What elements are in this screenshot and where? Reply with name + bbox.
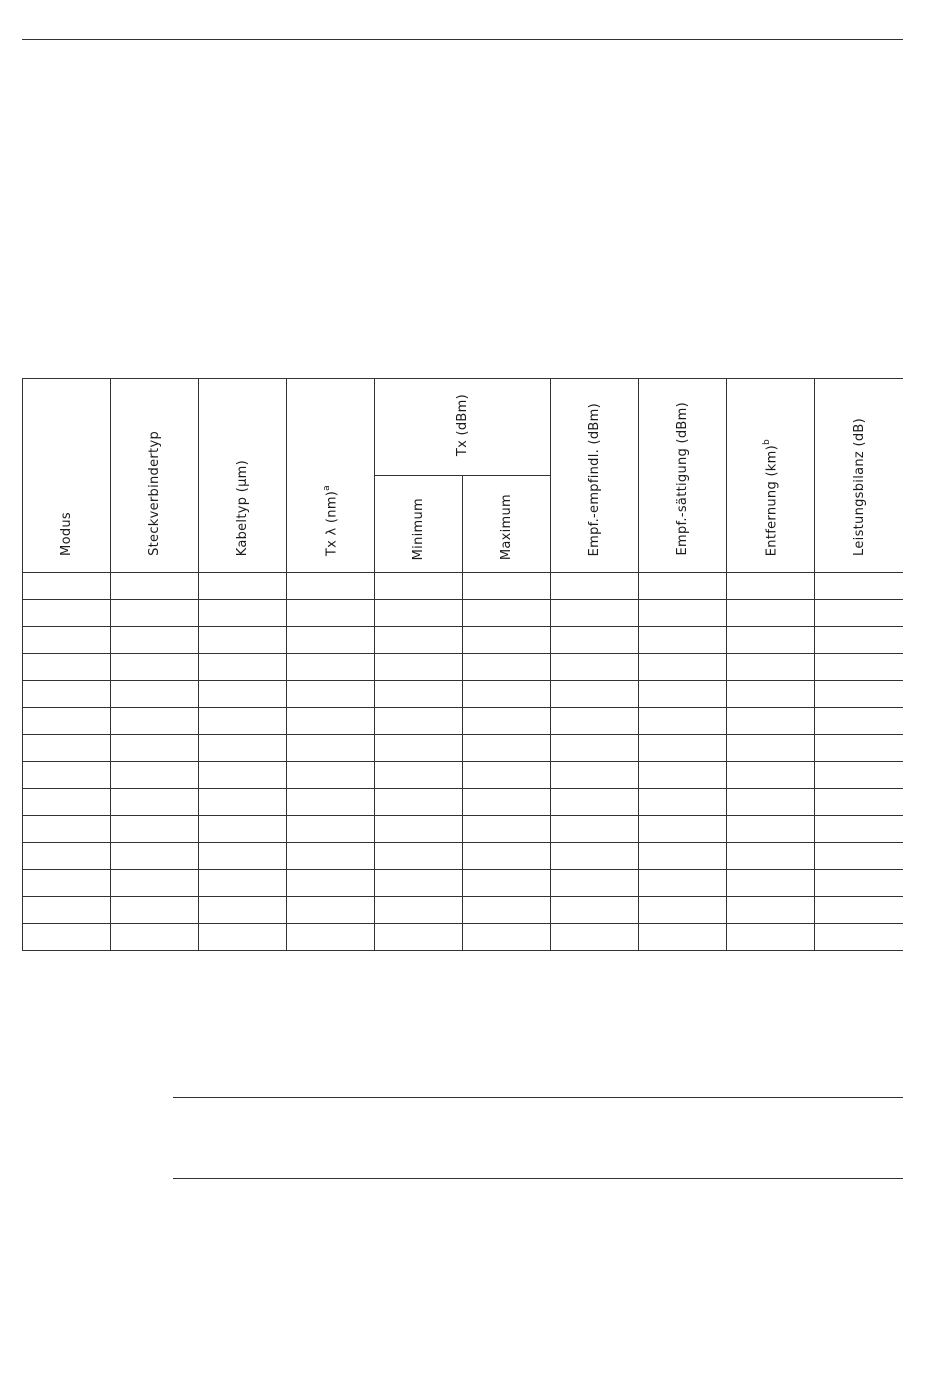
table-cell: [551, 843, 639, 870]
table-cell: [815, 573, 903, 600]
table-cell: [727, 897, 815, 924]
table-cell: [463, 762, 551, 789]
table-cell: [375, 816, 463, 843]
table-cell: [727, 924, 815, 951]
table-cell: [815, 924, 903, 951]
table-cell: [23, 627, 111, 654]
table-cell: [23, 843, 111, 870]
table-cell: [639, 789, 727, 816]
table-row: [23, 573, 904, 600]
table-cell: [23, 708, 111, 735]
table-cell: [463, 627, 551, 654]
table-cell: [287, 843, 375, 870]
header-tx-maximum: [463, 476, 551, 573]
table-cell: [23, 924, 111, 951]
table-cell: [23, 600, 111, 627]
table-cell: [375, 789, 463, 816]
table-cell: [727, 870, 815, 897]
header-tx-lambda-label: [323, 485, 338, 556]
table-cell: [639, 870, 727, 897]
table-cell: [815, 681, 903, 708]
table-cell: [551, 762, 639, 789]
table-cell: [199, 843, 287, 870]
table-cell: [111, 843, 199, 870]
table-cell: [111, 654, 199, 681]
header-tx-minimum-label: Minimum: [411, 497, 427, 560]
table-cell: [463, 681, 551, 708]
table-cell: [23, 654, 111, 681]
header-empf-empfindl: [551, 379, 639, 573]
table-cell: [639, 843, 727, 870]
table-cell: [727, 681, 815, 708]
table-cell: [111, 870, 199, 897]
table-cell: [111, 924, 199, 951]
table-cell: [375, 654, 463, 681]
transceiver-spec-table: [22, 378, 903, 951]
table-cell: [727, 735, 815, 762]
table-cell: [287, 654, 375, 681]
table-cell: [815, 897, 903, 924]
table-cell: [463, 789, 551, 816]
header-leistungsbilanz: [815, 379, 903, 573]
table-cell: [287, 924, 375, 951]
table-cell: [551, 627, 639, 654]
table-cell: [463, 573, 551, 600]
header-leistungsbilanz-label: Leistungsbilanz (dB): [851, 418, 867, 556]
entfernung-footnote-marker: b: [762, 438, 773, 445]
table-cell: [815, 789, 903, 816]
table-cell: [551, 654, 639, 681]
header-empf-empfindl-label: Empf.-empfindl. (dBm): [587, 402, 603, 556]
table-cell: [463, 708, 551, 735]
table-cell: [639, 708, 727, 735]
table-row: [23, 708, 904, 735]
table-cell: [199, 762, 287, 789]
table-cell: [111, 708, 199, 735]
table-cell: [199, 789, 287, 816]
table-cell: [639, 897, 727, 924]
table-cell: [23, 735, 111, 762]
top-rule: [22, 39, 903, 40]
table-cell: [375, 762, 463, 789]
table-cell: [375, 600, 463, 627]
table-cell: [727, 762, 815, 789]
table-cell: [199, 573, 287, 600]
table-cell: [727, 816, 815, 843]
table-cell: [463, 735, 551, 762]
table-cell: [551, 816, 639, 843]
table-cell: [551, 789, 639, 816]
table-cell: [463, 870, 551, 897]
table-cell: [199, 924, 287, 951]
table-cell: [199, 681, 287, 708]
table-cell: [727, 789, 815, 816]
table-cell: [551, 870, 639, 897]
table-cell: [111, 681, 199, 708]
table-row: [23, 789, 904, 816]
table-cell: [639, 762, 727, 789]
table-cell: [111, 573, 199, 600]
table-cell: [551, 897, 639, 924]
table-row: [23, 870, 904, 897]
table-cell: [23, 870, 111, 897]
header-modus-label: Modus: [59, 512, 75, 556]
table-cell: [815, 816, 903, 843]
table-cell: [815, 870, 903, 897]
footnote-rule-bottom: [173, 1178, 903, 1179]
table-row: [23, 654, 904, 681]
table-cell: [463, 924, 551, 951]
table-cell: [375, 681, 463, 708]
table-cell: [287, 762, 375, 789]
table-cell: [111, 789, 199, 816]
table-cell: [375, 735, 463, 762]
table-cell: [463, 897, 551, 924]
table-cell: [815, 762, 903, 789]
header-tx-minimum: [375, 476, 463, 573]
table-cell: [287, 627, 375, 654]
footnote-rule-top: [173, 1097, 903, 1098]
table-cell: [375, 708, 463, 735]
table-cell: [287, 816, 375, 843]
table-cell: [23, 573, 111, 600]
header-empf-saettigung: [639, 379, 727, 573]
table-cell: [815, 654, 903, 681]
table-row: [23, 816, 904, 843]
table-cell: [639, 573, 727, 600]
table-cell: [375, 870, 463, 897]
header-empf-saettigung-label: Empf.-sättigung (dBm): [675, 402, 691, 556]
table-cell: [199, 708, 287, 735]
table-cell: [111, 735, 199, 762]
table-cell: [111, 627, 199, 654]
table-cell: [551, 735, 639, 762]
table-cell: [551, 573, 639, 600]
header-entfernung-label: [763, 439, 778, 556]
table-cell: [815, 708, 903, 735]
table-cell: [199, 654, 287, 681]
table-cell: [551, 708, 639, 735]
table-cell: [639, 627, 727, 654]
table-row: [23, 897, 904, 924]
table-cell: [23, 789, 111, 816]
table-cell: [815, 843, 903, 870]
table-cell: [375, 843, 463, 870]
table-cell: [463, 816, 551, 843]
table-cell: [639, 600, 727, 627]
table-cell: [23, 681, 111, 708]
table-cell: [639, 681, 727, 708]
header-entfernung: [727, 379, 815, 573]
table-row: [23, 627, 904, 654]
table-cell: [287, 789, 375, 816]
table-cell: [111, 897, 199, 924]
table-cell: [287, 600, 375, 627]
header-modus: [23, 379, 111, 573]
table-cell: [375, 897, 463, 924]
table-cell: [727, 573, 815, 600]
table-cell: [815, 600, 903, 627]
table-cell: [639, 654, 727, 681]
header-steckverbindertyp-label: Steckverbindertyp: [147, 431, 163, 556]
table-cell: [199, 627, 287, 654]
table-cell: [23, 762, 111, 789]
table-cell: [815, 735, 903, 762]
table-cell: [375, 627, 463, 654]
table-cell: [639, 816, 727, 843]
table-row: [23, 762, 904, 789]
table-cell: [375, 924, 463, 951]
table-cell: [727, 600, 815, 627]
table-cell: [463, 654, 551, 681]
table-body: [23, 573, 904, 951]
header-steckverbindertyp: [111, 379, 199, 573]
table-cell: [287, 681, 375, 708]
table-cell: [199, 816, 287, 843]
header-tx-dbm-group: [375, 379, 551, 476]
table-cell: [375, 573, 463, 600]
table-cell: [23, 816, 111, 843]
table-cell: [199, 897, 287, 924]
table-cell: [199, 600, 287, 627]
table-cell: [551, 924, 639, 951]
table-cell: [287, 735, 375, 762]
table-cell: [287, 870, 375, 897]
table-row: [23, 681, 904, 708]
table-cell: [727, 843, 815, 870]
table-cell: [551, 681, 639, 708]
table-row: [23, 735, 904, 762]
tx-lambda-text: Tx λ (nm): [324, 490, 340, 556]
header-tx-dbm-label: Tx (dBm): [455, 393, 471, 457]
table-cell: [639, 924, 727, 951]
table-cell: [287, 573, 375, 600]
entfernung-text: Entfernung (km): [764, 444, 780, 556]
table-cell: [463, 600, 551, 627]
table-cell: [199, 735, 287, 762]
table-row: [23, 924, 904, 951]
header-tx-lambda: [287, 379, 375, 573]
table-row: [23, 843, 904, 870]
table-cell: [287, 897, 375, 924]
tx-lambda-footnote-marker: a: [322, 484, 332, 491]
header-tx-maximum-label: Maximum: [499, 493, 515, 560]
table-cell: [463, 843, 551, 870]
table-cell: [111, 816, 199, 843]
table-row: [23, 600, 904, 627]
header-kabeltyp-label: Kabeltyp (µm): [235, 459, 251, 556]
table-cell: [727, 708, 815, 735]
table-cell: [111, 762, 199, 789]
header-kabeltyp: [199, 379, 287, 573]
table-cell: [551, 600, 639, 627]
table-cell: [23, 897, 111, 924]
table-cell: [727, 627, 815, 654]
table-cell: [111, 600, 199, 627]
table-cell: [727, 654, 815, 681]
table-cell: [287, 708, 375, 735]
table-cell: [199, 870, 287, 897]
table-cell: [815, 627, 903, 654]
table-cell: [639, 735, 727, 762]
